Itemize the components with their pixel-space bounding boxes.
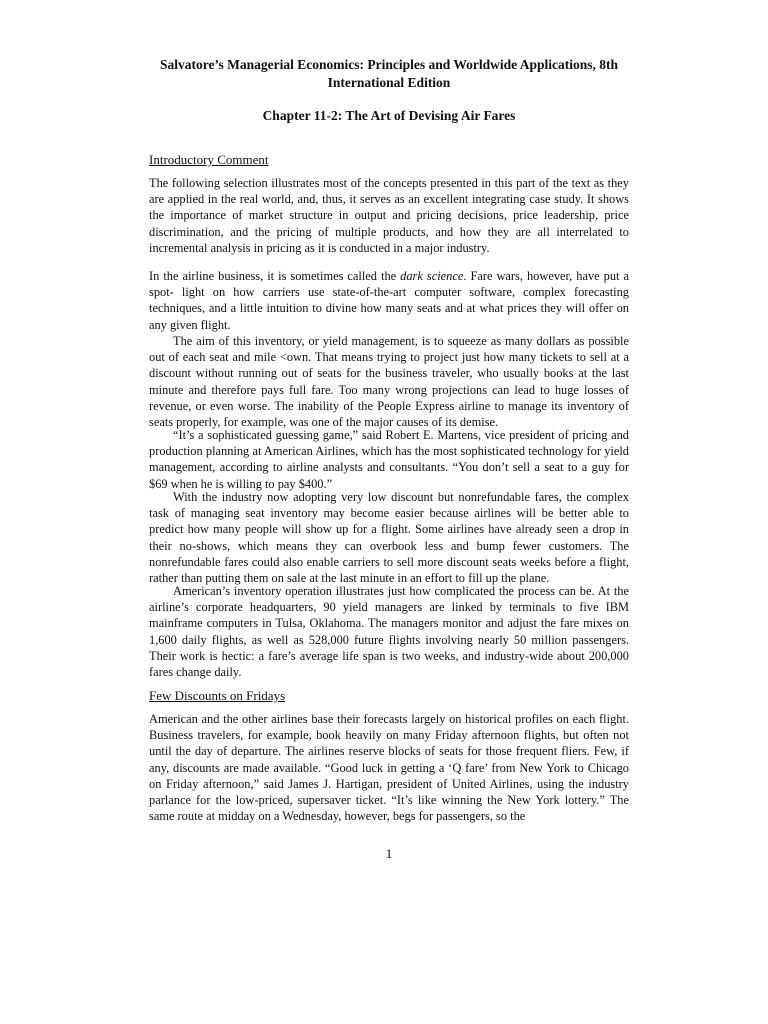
paragraph-2: The aim of this inventory, or yield management, is to squeeze as many dollars as possible out of each seat and mile <own. That means trying to project just how many tickets to sell at a discount without running out of seats for the business traveler, who usually books at the last minute and therefore pays full fare. Too many wrong projections can lead to huge losses of revenue, or even worse. The inability of the People Express airline to manage its inventory of seats properly, for example, was one of the major causes of its demise. [149,334,629,430]
chapter-title: Chapter 11-2: The Art of Devising Air Fares [262,108,516,123]
fridays-heading: Few Discounts on Fridays [149,688,286,703]
intro-paragraph: The following selection illustrates most of the concepts presented in this part of the text as they are applied in the real world, and, thus, it serves as an excellent integrating case study. It shows the importance of market structure in output and pricing decisions, price leadership, price discrimination, and the pricing of multiple products, and how they are all interrelated to incremental analysis in pricing as it is conducted in a major industry. [149,176,629,255]
paragraph-6: American and the other airlines base their forecasts largely on historical profiles on each flight. Business travelers, for example, book heavily on many Friday afternoon flights, but often not until the day of departure. The airlines reserve blocks of seats for those frequent fliers. Few, if any, discounts are made available. “Good luck in getting a ‘Q fare’ from New York to Chicago on Friday afternoon,” said James J. Hartigan, president of United Airlines, using the industry parlance for the low-priced, supersaver ticket. “It’s like winning the New York lottery.” The same route at midday on a Wednesday, however, begs for passengers, so the [149,712,629,824]
document-title: Salvatore’s Managerial Economics: Principles and Worldwide Applications, 8th International Edition [159,57,619,90]
paragraph-4: With the industry now adopting very low discount but nonrefundable fares, the complex task of managing seat inventory may become easier because airlines will be better able to predict how many people will show up for a flight. Some airlines have already seen a drop in their no-shows, which means they can overbook less and bump fewer customers. The nonrefundable fares could also enable carriers to sell more discount seats weeks before a flight, rather than putting them on sale at the last minute in an effort to fill up the plane. [149,490,629,586]
intro-heading: Introductory Comment [149,152,269,167]
paragraph-5: American’s inventory operation illustrates just how complicated the process can be. At the airline’s corporate headquarters, 90 yield managers are linked by terminals to five IBM mainframe computers in Tulsa, Oklahoma. The managers monitor and adjust the fare mixes on 1,600 daily flights, as well as 528,000 future flights involving nearly 50 million passengers. Their work is hectic: a fare’s average life span is two weeks, and industry-wide about 200,000 fares change daily. [149,584,629,680]
dark-science-term: dark science [400,269,464,283]
paragraph-3: “It’s a sophisticated guessing game,” said Robert E. Martens, vice president of pricing and production planning at American Airlines, which has the most sophisticated technology for yield management, according to airline analysts and consultants. “You don’t sell a seat to a guy for $69 when he is willing to pay $400.” [149,428,629,491]
paragraph-1: In the airline business, it is sometimes called the dark science. Fare wars, however, have put a spot- light on how carriers use state-of-the-art computer software, complex forecasting techniques, and a little intuition to divine how many seats and at what prices they will offer on any given flight. [149,269,629,332]
page-number: 1 [385,846,393,861]
